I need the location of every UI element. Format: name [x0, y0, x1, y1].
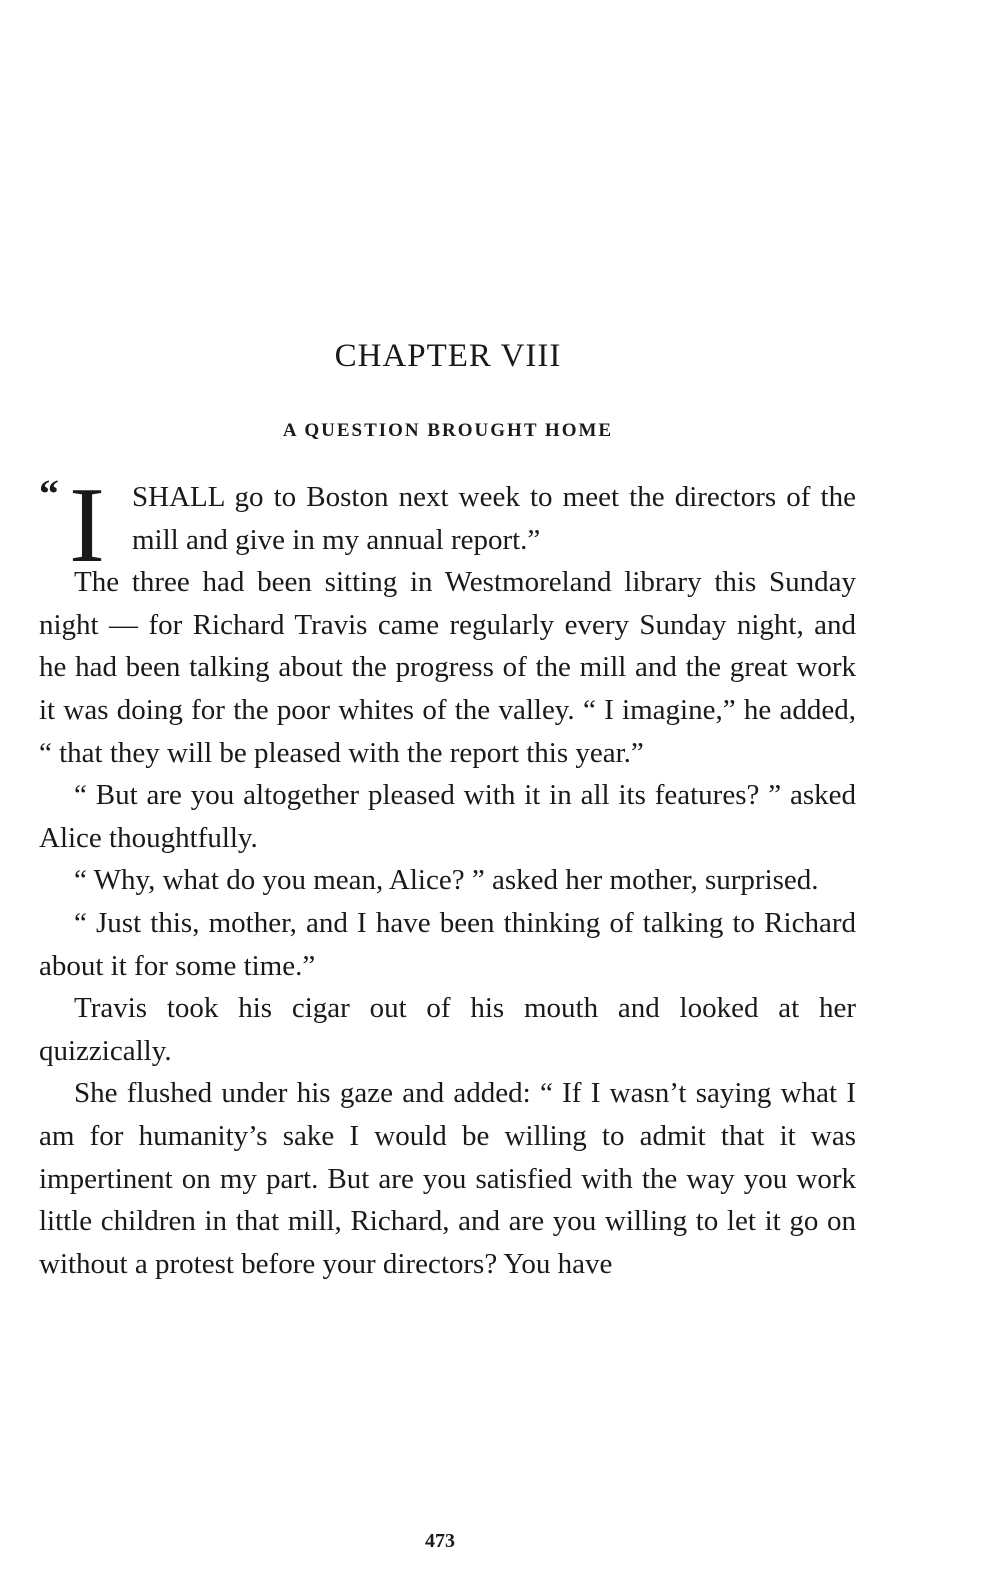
paragraph-1: The three had been sitting in Westmoreland library this Sunday night — for Richard Travis came regularly every Sunday night, and he had been talking about the progress of the mill and the great work it was doing for the poor whites of the valley. “ I imagine,” he added, “ that they will be pleased with the report this year.”: [39, 566, 856, 769]
paragraph-5: Travis took his cigar out of his mouth and looked at her quizzically.: [39, 992, 856, 1067]
chapter-body: [39, 466, 856, 1285]
chapter-title: CHAPTER VIII: [334, 338, 562, 374]
chapter-subtitle: A QUESTION BROUGHT HOME: [282, 420, 614, 441]
opening-quote-mark: “: [39, 471, 59, 516]
opening-paragraph: [39, 466, 856, 585]
paragraph-6: She flushed under his gaze and added: “ If I wasn’t saying what I am for humanity’s sake I would be willing to admit that it was impertinent on my part. But are you satisfied with the way you work little children in that mill, Richard, and are you willing to let it go on without a protest before your directors? You have: [39, 1077, 856, 1280]
opening-text: SHALL go to Boston next week to meet the directors of the mill and give in my annual report.”: [132, 481, 856, 556]
paragraph-2: “ But are you altogether pleased with it in all its features? ” asked Alice thoughtfully.: [39, 779, 856, 854]
drop-cap: I: [69, 466, 105, 585]
paragraph-3: “ Why, what do you mean, Alice? ” asked her mother, surprised.: [74, 864, 819, 897]
page-number: 473: [425, 1530, 455, 1552]
paragraph-4: “ Just this, mother, and I have been thinking of talking to Richard about it for some time.”: [39, 906, 856, 982]
